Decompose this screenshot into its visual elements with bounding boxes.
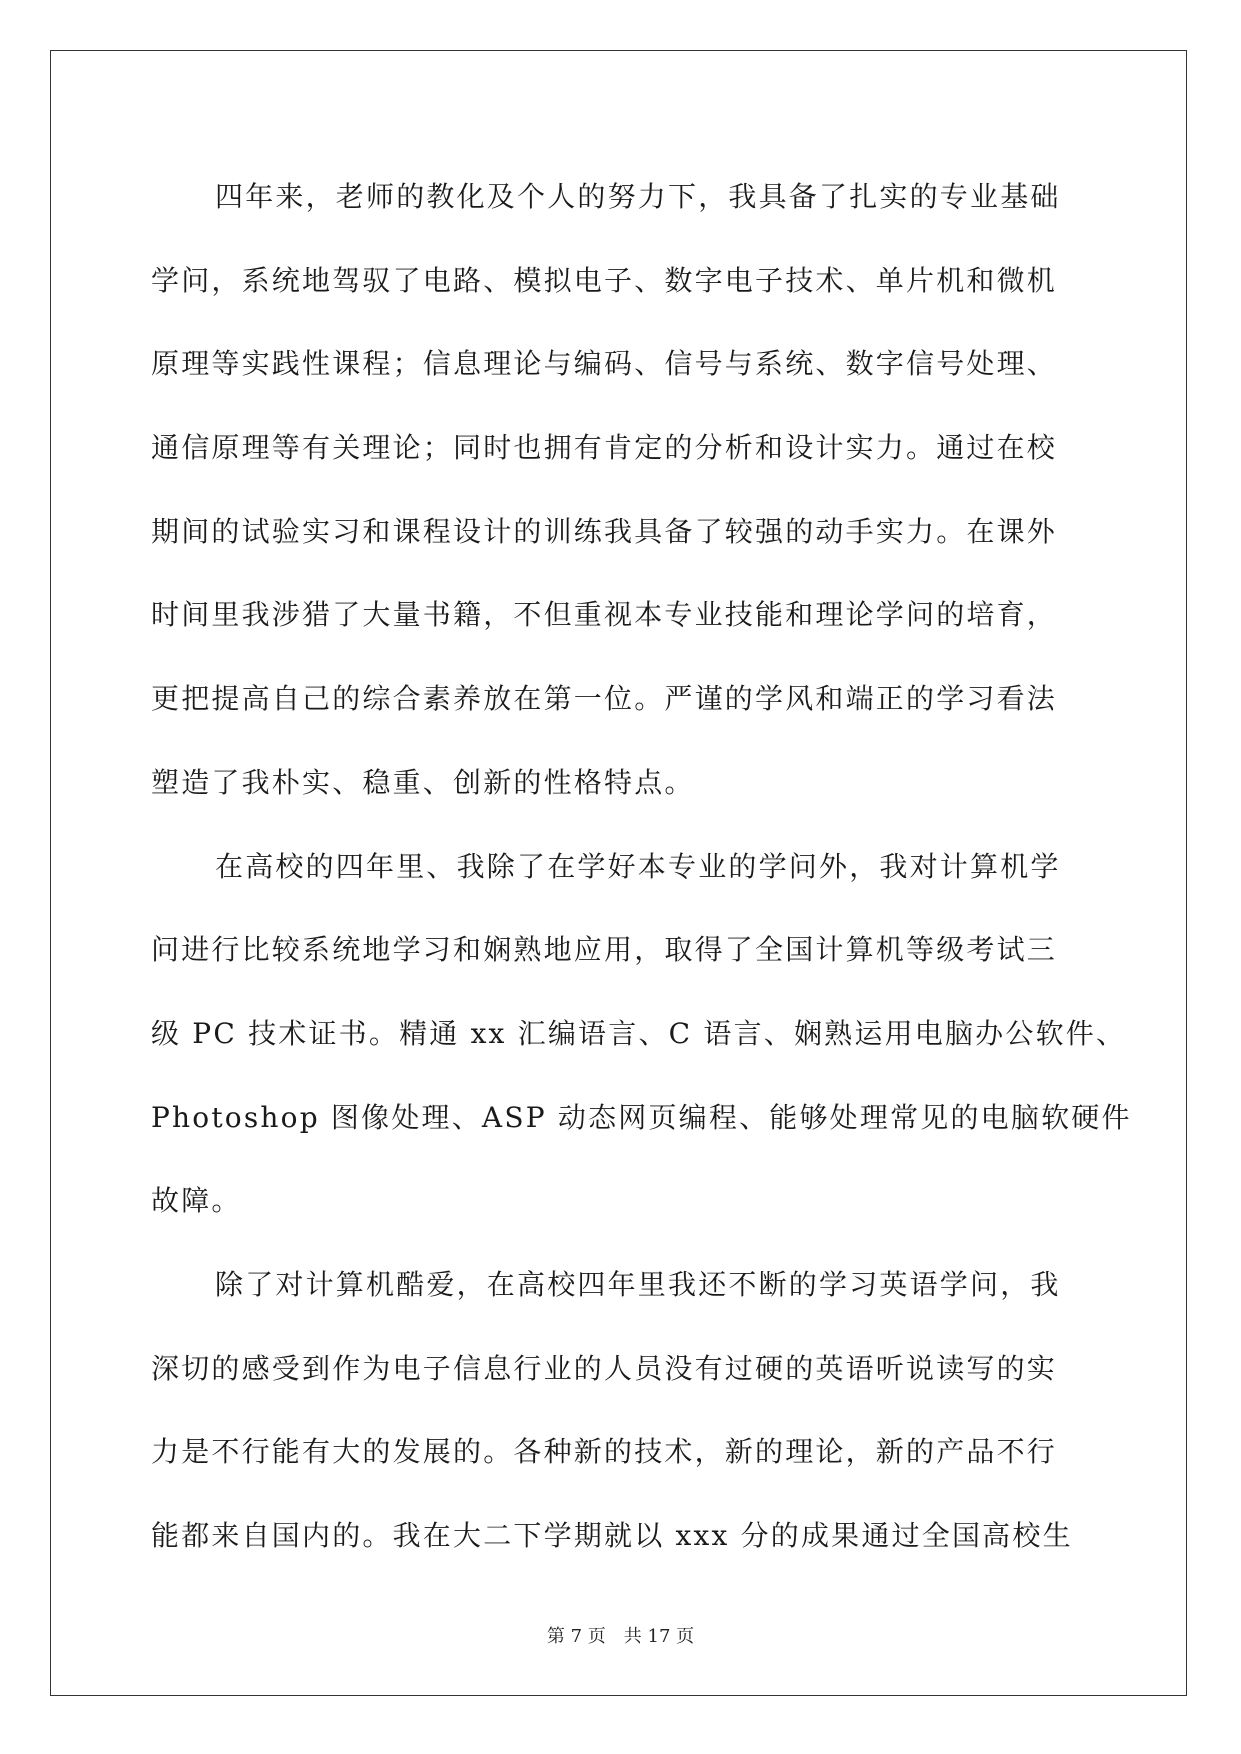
paragraph-line: 四年来，老师的教化及个人的努力下，我具备了扎实的专业基础 [215,180,1061,213]
paragraph-line: 能都来自国内的。我在大二下学期就以 xxx 分的成果通过全国高校生 [151,1519,1073,1552]
paragraph-line: 期间的试验实习和课程设计的训练我具备了较强的动手实力。在课外 [151,514,1058,548]
paragraph-line: 问进行比较系统地学习和娴熟地应用，取得了全国计算机等级考试三 [151,933,1058,967]
paragraph-line: 故障。 [151,1184,242,1218]
paragraph-line: 原理等实践性课程；信息理论与编码、信号与系统、数字信号处理、 [151,347,1058,381]
paragraph-line: Photoshop 图像处理、ASP 动态网页编程、能够处理常见的电脑软硬件 [151,1100,1132,1134]
paragraph-line: 除了对计算机酷爱，在高校四年里我还不断的学习英语学问，我 [215,1267,1061,1301]
paragraph-line: 通信原理等有关理论；同时也拥有肯定的分析和设计实力。通过在校 [151,431,1058,465]
paragraph-line: 在高校的四年里、我除了在学好本专业的学问外，我对计算机学 [215,849,1061,883]
paragraph-line: 力是不行能有大的发展的。各种新的技术，新的理论，新的产品不行 [151,1435,1058,1469]
document-body [151,155,1132,1578]
page-number-footer: 第 7 页 共 17 页 [546,1626,695,1647]
paragraph-line: 时间里我涉猎了大量书籍，不但重视本专业技能和理论学问的培育， [151,598,1058,632]
paragraph-line: 塑造了我朴实、稳重、创新的性格特点。 [151,765,695,799]
paragraph-line: 学问，系统地驾驭了电路、模拟电子、数字电子技术、单片机和微机 [151,263,1058,297]
paragraph-line: 深切的感受到作为电子信息行业的人员没有过硬的英语听说读写的实 [151,1351,1058,1385]
paragraph-line: 级 PC 技术证书。精通 xx 汇编语言、C 语言、娴熟运用电脑办公软件、 [151,1016,1127,1050]
paragraph-line: 更把提高自己的综合素养放在第一位。严谨的学风和端正的学习看法 [151,682,1058,716]
